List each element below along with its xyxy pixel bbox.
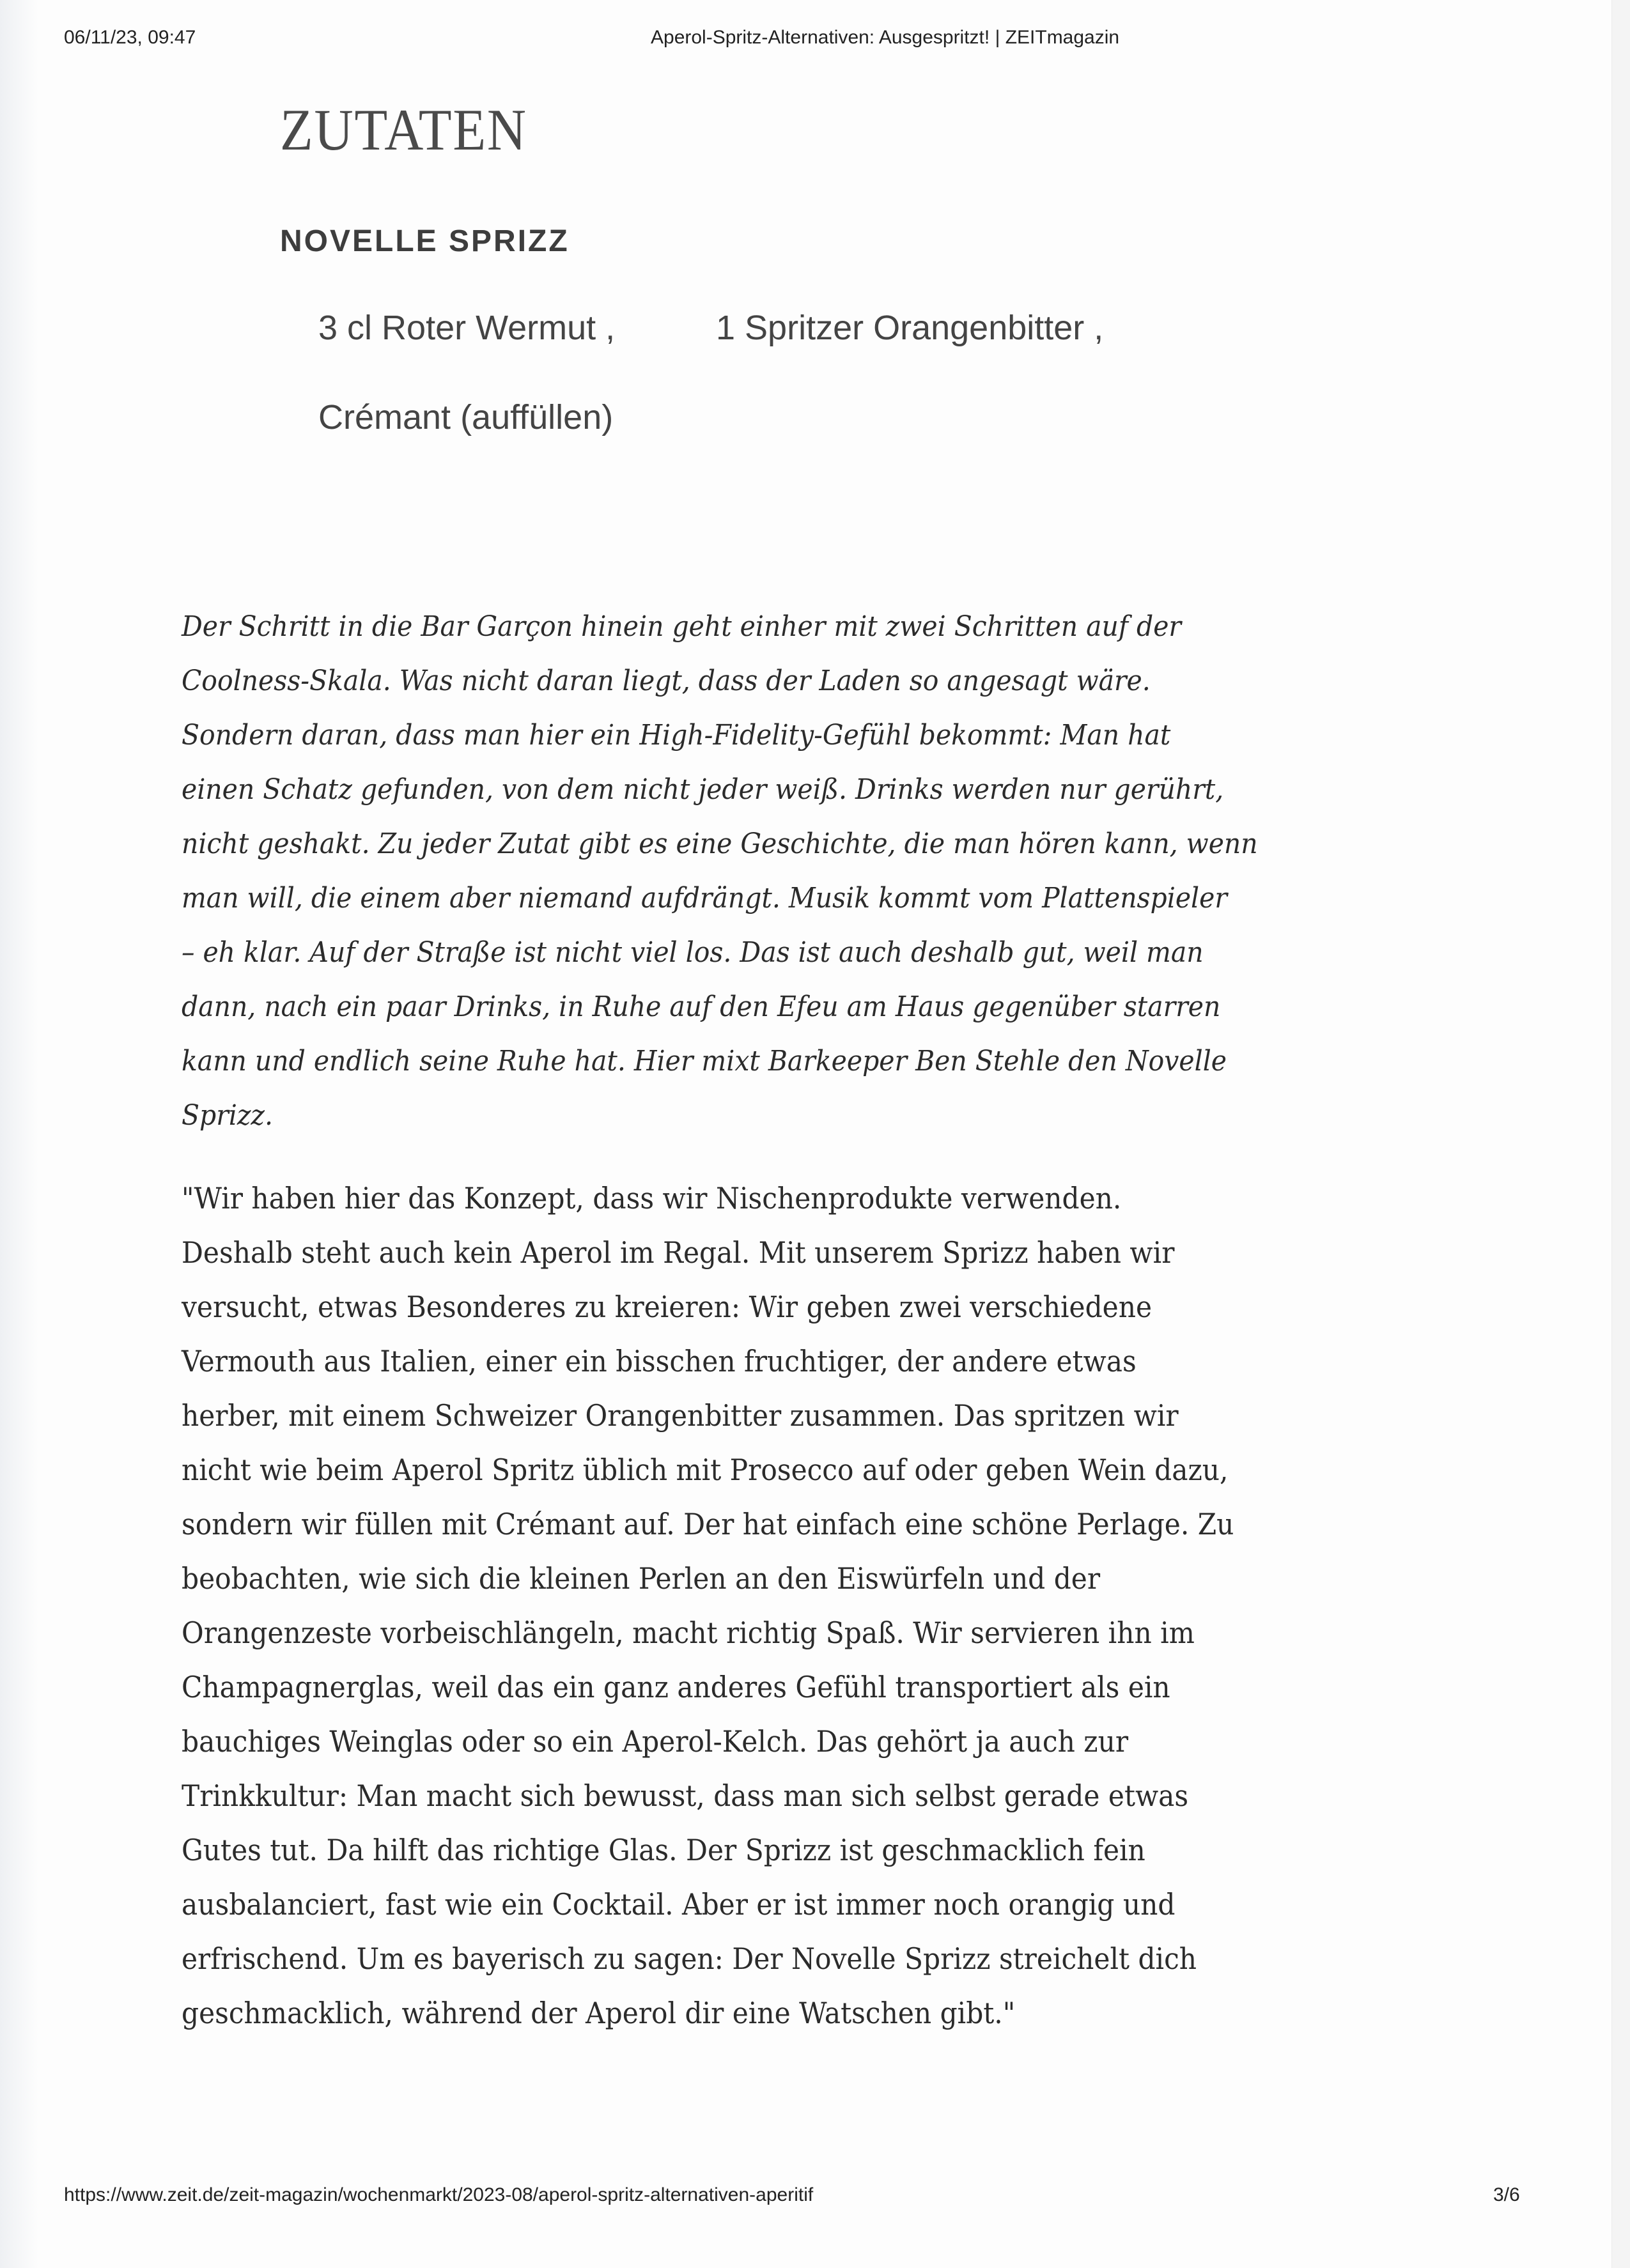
quote-line: ausbalanciert, fast wie ein Cocktail. Aber er ist immer noch orangig und xyxy=(182,1887,1176,1922)
print-page-title: Aperol-Spritz-Alternativen: Ausgespritzt! | ZEITmagazin xyxy=(651,27,1120,48)
quote-line: bauchiges Weinglas oder so ein Aperol-Kelch. Das gehört ja auch zur xyxy=(182,1724,1129,1759)
intro-line: einen Schatz gefunden, von dem nicht jeder weiß. Drinks werden nur gerührt, xyxy=(182,773,1224,806)
intro-line: Sprizz. xyxy=(182,1099,274,1132)
quote-line: geschmacklich, während der Aperol dir eine Watschen gibt." xyxy=(182,1996,1016,2030)
quote-line: sondern wir füllen mit Crémant auf. Der hat einfach eine schöne Perlage. Zu xyxy=(182,1507,1234,1541)
quote-line: Gutes tut. Da hilft das richtige Glas. Der Sprizz ist geschmacklich fein xyxy=(182,1833,1145,1867)
quote-line: nicht wie beim Aperol Spritz üblich mit Prosecco auf oder geben Wein dazu, xyxy=(182,1453,1229,1487)
quote-line: Orangenzeste vorbeischlängeln, macht richtig Spaß. Wir servieren ihn im xyxy=(182,1616,1195,1650)
quote-line: Deshalb steht auch kein Aperol im Regal. Mit unserem Sprizz haben wir xyxy=(182,1235,1175,1270)
quote-line: "Wir haben hier das Konzept, dass wir Nischenprodukte verwenden. xyxy=(182,1181,1122,1215)
intro-line: Der Schritt in die Bar Garçon hinein geht einher mit zwei Schritten auf der xyxy=(182,610,1181,643)
intro-line: – eh klar. Auf der Straße ist nicht viel los. Das ist auch deshalb gut, weil man xyxy=(182,936,1204,969)
intro-line: Coolness-Skala. Was nicht daran liegt, dass der Laden so angesagt wäre. xyxy=(182,665,1151,697)
print-page-number: 3/6 xyxy=(1493,2184,1520,2205)
intro-line: dann, nach ein paar Drinks, in Ruhe auf den Efeu am Haus gegenüber starren xyxy=(182,991,1221,1023)
ingredient-item: 1 Spritzer Orangenbitter , xyxy=(716,309,1104,347)
ingredients-heading: ZUTATEN xyxy=(280,97,527,162)
intro-line: nicht geshakt. Zu jeder Zutat gibt es eine Geschichte, die man hören kann, wenn xyxy=(182,828,1258,860)
quote-line: Vermouth aus Italien, einer ein bisschen fruchtiger, der andere etwas xyxy=(182,1344,1137,1378)
ingredient-item: 3 cl Roter Wermut , xyxy=(318,309,616,347)
intro-line: man will, die einem aber niemand aufdrängt. Musik kommt vom Plattenspieler xyxy=(182,882,1227,914)
quote-line: Trinkkultur: Man macht sich bewusst, dass man sich selbst gerade etwas xyxy=(182,1778,1189,1813)
print-datetime: 06/11/23, 09:47 xyxy=(64,27,196,48)
intro-line: Sondern daran, dass man hier ein High-Fidelity-Gefühl bekommt: Man hat xyxy=(182,719,1171,752)
scan-left-edge xyxy=(0,0,38,2268)
quote-line: Champagnerglas, weil das ein ganz anderes Gefühl transportiert als ein xyxy=(182,1670,1170,1704)
quote-line: beobachten, wie sich die kleinen Perlen an den Eiswürfeln und der xyxy=(182,1561,1101,1596)
ingredient-item: Crémant (auffüllen) xyxy=(318,398,614,436)
quote-line: herber, mit einem Schweizer Orangenbitter zusammen. Das spritzen wir xyxy=(182,1398,1179,1433)
quote-line: erfrischend. Um es bayerisch zu sagen: Der Novelle Sprizz streichelt dich xyxy=(182,1941,1197,1976)
quote-line: versucht, etwas Besonderes zu kreieren: Wir geben zwei verschiedene xyxy=(182,1290,1153,1324)
intro-line: kann und endlich seine Ruhe hat. Hier mixt Barkeeper Ben Stehle den Novelle xyxy=(182,1045,1227,1077)
recipe-name: NOVELLE SPRIZZ xyxy=(280,224,570,258)
print-url: https://www.zeit.de/zeit-magazin/wochenmarkt/2023-08/aperol-spritz-alternativen-aperitif xyxy=(64,2184,814,2205)
scan-right-edge xyxy=(1611,0,1630,2268)
